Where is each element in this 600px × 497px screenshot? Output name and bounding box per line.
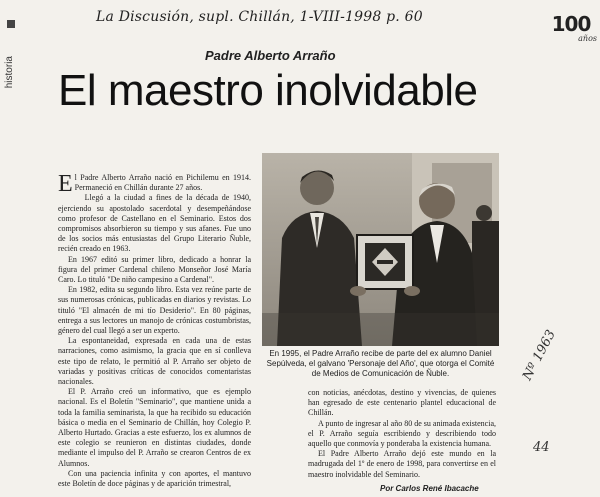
handwritten-source-note: La Discusión, supl. Chillán, 1-VIII-1998 p. 60	[96, 9, 423, 25]
article-kicker: Padre Alberto Arraño	[205, 48, 336, 63]
paragraph: El P. Arraño creó un informativo, que es ejemplo nacional. Es el Boletín "Seminario", que mantiene unida a toda la familia seminarista, la que ha recibido su educación básica o media en el Seminario de Chillán, hoy Colegio P. Alberto Hurtado. Gracias a este esfuerzo, los ex alumnos de este colegio se reunieron en distintas ciudades, donde mediante el impulso del P. Arraño se crearon Centros de ex Alumnos.	[58, 387, 251, 468]
section-marker	[7, 20, 15, 28]
article-column-2	[308, 388, 496, 480]
drop-cap: E	[58, 171, 73, 197]
paragraph: con noticias, anécdotas, destino y vivencias, de quienes han egresado de este centenario plantel educacional de Chillán.	[308, 388, 496, 418]
paragraph: Con una paciencia infinita y con aportes, el mantuvo este Boletín de doce páginas y de aparición trimestral,	[58, 468, 251, 489]
handwritten-margin-number: 44	[533, 440, 550, 455]
paragraph: En 1967 editó su primer libro, dedicado a honrar la figura del primer Cardenal chileno Monseñor José María Caro. Lo tituló "De niño campesino a Cardenal".	[58, 254, 251, 285]
paragraph: La espontaneidad, expresada en cada una de estas narraciones, como asimismo, la gracia que en sí conlleva este tipo de relato, le permitió al P. Arraño ser objeto de variadas y positivas críticas de conocidos comentaristas nacionales.	[58, 336, 251, 387]
logo-text: años	[578, 34, 597, 43]
paragraph: Llegó a la ciudad a fines de la década de 1940, ejerciendo su apostolado sacerdotal y desempeñándose como profesor de Castellano en el Seminario. Estos dos compromisos absorbieron su tiempo y sus afanes. Fue uno de los socios más entusiastas del Grupo Literario Ñuble, recién creado en 1963.	[58, 193, 251, 254]
paragraph: El Padre Alberto Arraño nació en Pichilemu en 1914. Permaneció en Chillán durante 27 años.	[58, 171, 251, 197]
paragraph: El Padre Alberto Arraño dejó este mundo en la madrugada del 1º de enero de 1998, para convertirse en el maestro inolvidable del Seminario.	[308, 449, 496, 479]
paragraph: A punto de ingresar al año 80 de su animada existencia, el P. Arraño seguía escribiendo y describiendo todo aquello que conmovía y ponderaba la existencia humana.	[308, 418, 496, 449]
article-byline: Por Carlos René Ibacache	[380, 484, 479, 493]
photo-caption: En 1995, el Padre Arraño recibe de parte del ex alumno Daniel Sepúlveda, el galvano 'Personaje del Año', que otorga el Comité de Medios de Comunicación de Ñuble.	[266, 349, 495, 378]
article-headline: El maestro inolvidable	[58, 66, 478, 115]
handwritten-margin-note: Nº 1963	[520, 327, 559, 384]
logo-number: 100	[551, 12, 591, 36]
section-label: historia	[4, 56, 15, 89]
paragraph: En 1982, edita su segundo libro. Esta vez reúne parte de sus numerosas crónicas, publicadas en diarios y revistas. Lo tituló "El almacén de mi tío Desiderio". En 80 páginas, entrega a sus lectores un manojo de crónicas costumbristas, género del cual llegó a ser un experto.	[58, 285, 251, 336]
article-column-1	[58, 173, 251, 489]
article-photo	[262, 153, 499, 346]
anniversary-logo	[545, 14, 597, 48]
photo-illustration	[262, 153, 499, 346]
